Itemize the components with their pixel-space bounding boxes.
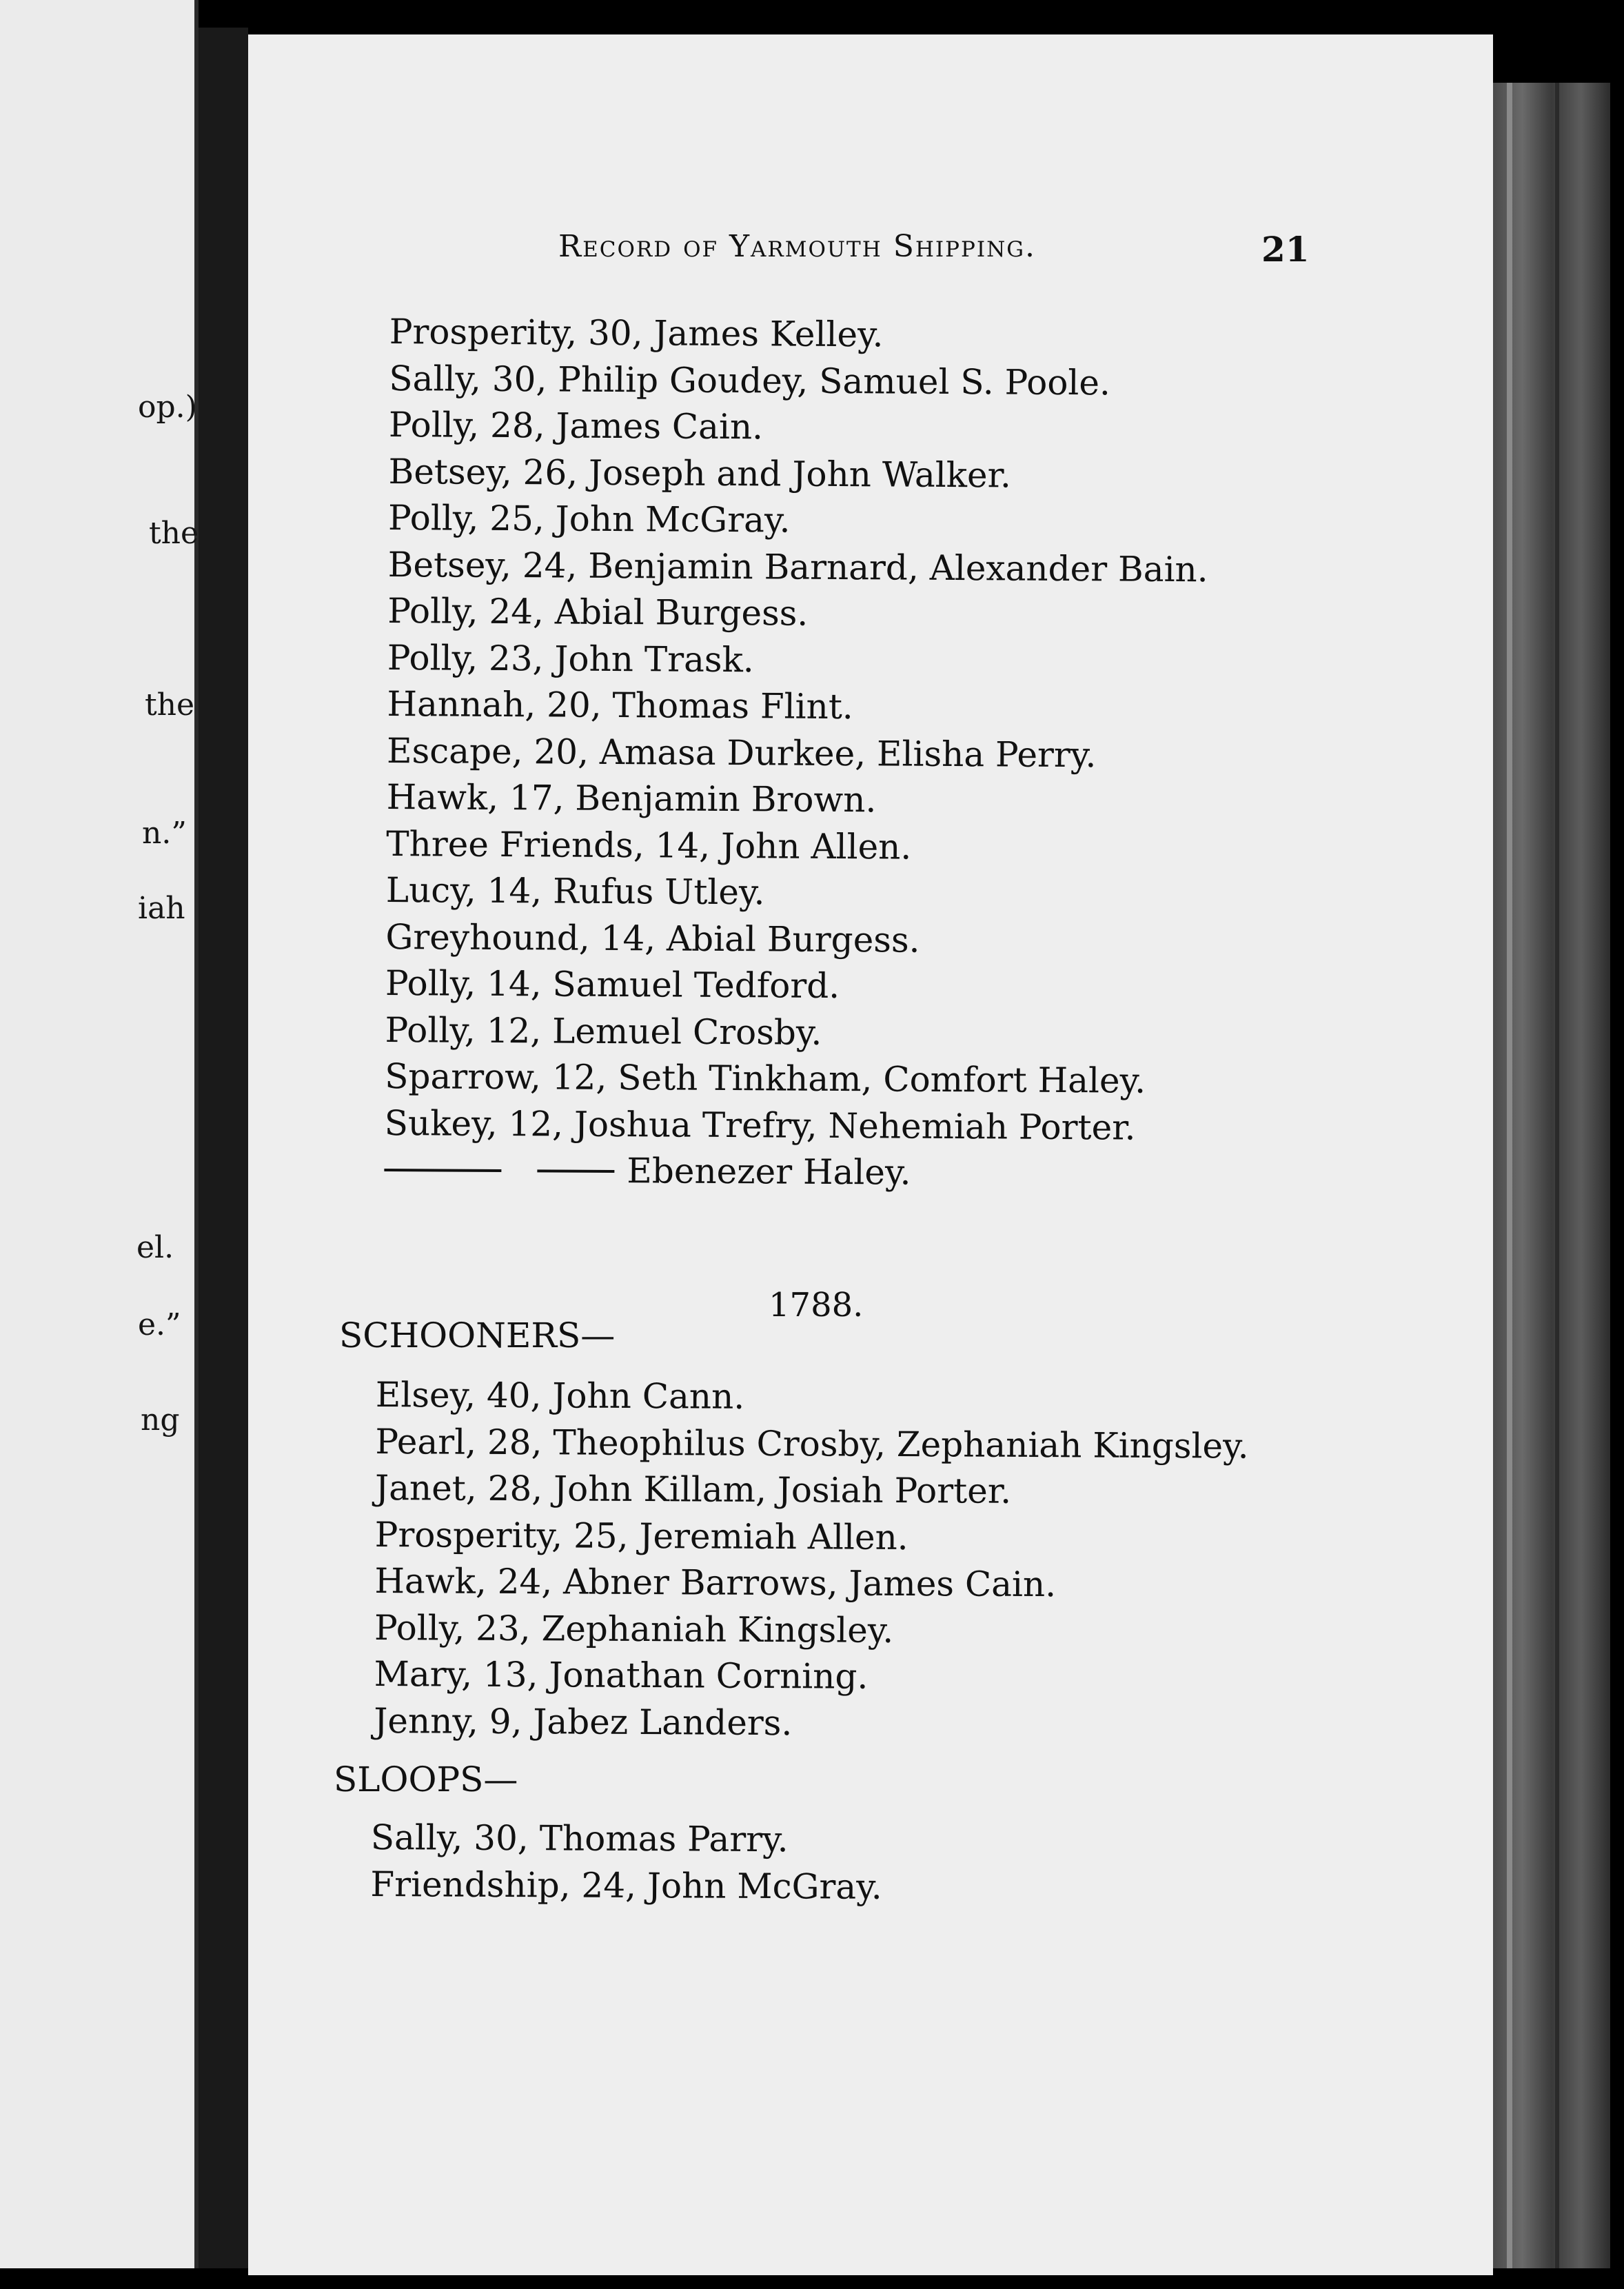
- vessel-entry: Escape, 20, Amasa Durkee, Elisha Perry.: [386, 730, 1097, 775]
- vessel-owner: Ebenezer Haley.: [627, 1151, 911, 1193]
- vessel-entry: Sukey, 12, Joshua Trefry, Nehemiah Porter.: [384, 1102, 1136, 1148]
- left-page-fragment: el.: [136, 1230, 174, 1265]
- running-head: Record of Yarmouth Shipping.: [558, 229, 1036, 264]
- schooners-heading: SCHOONERS—: [339, 1315, 616, 1355]
- vessel-entry: Sally, 30, Philip Goudey, Samuel S. Poole.: [389, 358, 1111, 403]
- left-page-fragment: ng: [141, 1402, 180, 1438]
- vessel-entry: Polly, 23, John Trask.: [387, 637, 754, 680]
- vessel-entry-ditto: [384, 1147, 1204, 1198]
- vessel-entry: Sally, 30, Thomas Parry.: [370, 1817, 789, 1860]
- page-edge: [1493, 83, 1610, 2268]
- vessel-entry: Greyhound, 14, Abial Burgess.: [385, 916, 920, 960]
- sloops-list: [370, 1815, 882, 1910]
- vessel-entry: Betsey, 26, Joseph and John Walker.: [388, 451, 1012, 496]
- vessel-entry: Prosperity, 30, James Kelley.: [389, 311, 884, 355]
- left-page-fragment: iah: [138, 891, 185, 926]
- vessel-entry: Hannah, 20, Thomas Flint.: [387, 683, 853, 727]
- ditto-dash: [384, 1169, 501, 1172]
- vessel-entry: Polly, 14, Samuel Tedford.: [385, 962, 840, 1007]
- vessel-entry: Betsey, 24, Benjamin Barnard, Alexander Bain.: [387, 544, 1208, 589]
- vessel-entry: Hawk, 24, Abner Barrows, James Cain.: [374, 1560, 1057, 1605]
- vessel-entry: Polly, 25, John McGray.: [387, 497, 791, 541]
- left-page-fragment: the: [145, 687, 195, 723]
- vessel-entry: Polly, 28, James Cain.: [388, 404, 764, 447]
- vessel-entry: Prosperity, 25, Jeremiah Allen.: [374, 1514, 909, 1557]
- book-gutter: [199, 28, 248, 2268]
- schooners-list: [374, 1372, 1249, 1749]
- year-heading: 1788.: [769, 1286, 864, 1324]
- vessel-list-1787: [384, 309, 1210, 1198]
- page-number: 21: [1261, 229, 1310, 270]
- vessel-entry: Jenny, 9, Jabez Landers.: [374, 1700, 793, 1743]
- sloops-heading: SLOOPS—: [334, 1759, 518, 1799]
- vessel-entry: Polly, 24, Abial Burgess.: [387, 590, 809, 634]
- left-page-fragment: op.): [138, 390, 197, 425]
- vessel-entry: Hawk, 17, Benjamin Brown.: [386, 776, 877, 820]
- vessel-entry: Polly, 12, Lemuel Crosby.: [385, 1009, 822, 1053]
- vessel-entry: Three Friends, 14, John Allen.: [386, 823, 912, 867]
- vessel-entry: Polly, 23, Zephaniah Kingsley.: [374, 1607, 894, 1651]
- left-page-fragment: n.”: [142, 816, 187, 851]
- vessel-entry: Sparrow, 12, Seth Tinkham, Comfort Haley.: [385, 1056, 1146, 1101]
- vessel-entry: Pearl, 28, Theophilus Crosby, Zephaniah Kingsley.: [375, 1421, 1249, 1466]
- vessel-entry: Janet, 28, John Killam, Josiah Porter.: [374, 1467, 1012, 1511]
- vessel-entry: Mary, 13, Jonathan Corning.: [374, 1653, 869, 1697]
- vessel-entry: Elsey, 40, John Cann.: [375, 1375, 745, 1417]
- left-page: [0, 0, 199, 2268]
- vessel-entry: Lucy, 14, Rufus Utley.: [385, 869, 765, 913]
- left-page-fragment: e.”: [138, 1307, 181, 1342]
- left-page-fragment: the: [149, 516, 199, 551]
- ditto-dash: [537, 1169, 614, 1173]
- vessel-entry: Friendship, 24, John McGray.: [370, 1864, 882, 1907]
